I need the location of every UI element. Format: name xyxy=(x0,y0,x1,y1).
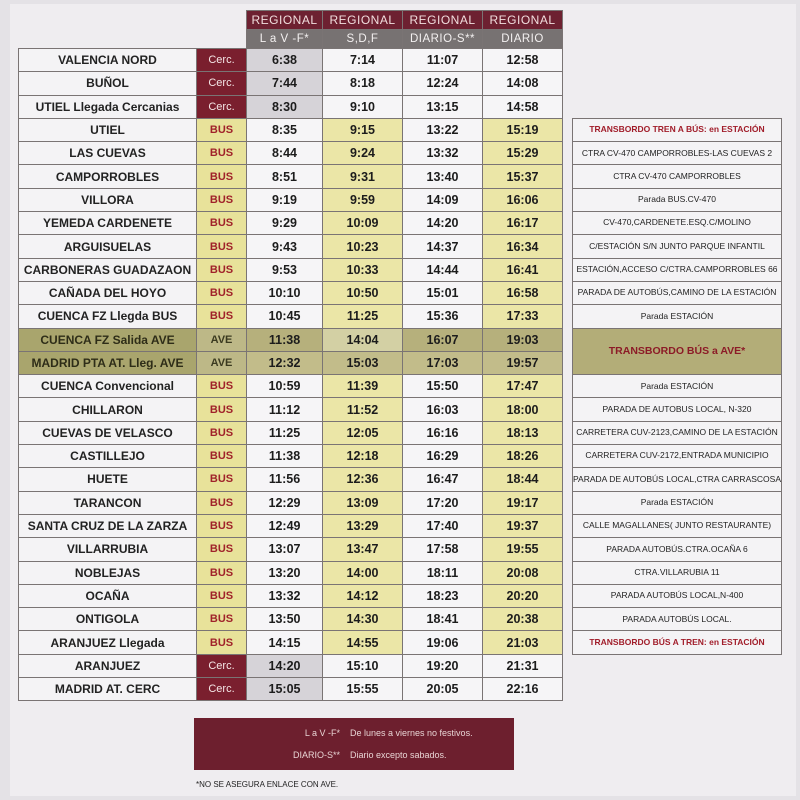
departure-time: 18:00 xyxy=(483,398,563,421)
service-type: BUS xyxy=(197,188,247,211)
stop-location-note: Parada ESTACIÓN xyxy=(573,305,782,328)
station-name: CARBONERAS GUADAZAON xyxy=(19,258,197,281)
stop-location-note: PARADA DE AUTOBÚS LOCAL,CTRA CARRASCOSA xyxy=(573,468,782,491)
column-gap xyxy=(563,165,573,188)
departure-time: 13:07 xyxy=(247,538,323,561)
table-row xyxy=(19,72,782,95)
column-gap xyxy=(563,538,573,561)
departure-time: 15:55 xyxy=(323,678,403,701)
column-gap xyxy=(563,49,573,72)
stop-location-note: CALLE MAGALLANES( JUNTO RESTAURANTE) xyxy=(573,514,782,537)
departure-time: 12:05 xyxy=(323,421,403,444)
departure-time: 19:37 xyxy=(483,514,563,537)
legend-line xyxy=(222,750,447,760)
departure-time: 13:50 xyxy=(247,608,323,631)
departure-time: 9:43 xyxy=(247,235,323,258)
departure-time: 12:18 xyxy=(323,445,403,468)
table-row xyxy=(19,678,782,701)
station-name: OCAÑA xyxy=(19,584,197,607)
departure-time: 16:34 xyxy=(483,235,563,258)
departure-time: 14:04 xyxy=(323,328,403,351)
departure-time: 11:38 xyxy=(247,328,323,351)
station-name: CHILLARON xyxy=(19,398,197,421)
departure-time: 15:05 xyxy=(247,678,323,701)
header-days: L a V -F* xyxy=(247,30,323,49)
departure-time: 8:18 xyxy=(323,72,403,95)
column-gap xyxy=(563,235,573,258)
service-type: BUS xyxy=(197,631,247,654)
station-name: UTIEL Llegada Cercanias xyxy=(19,95,197,118)
table-row xyxy=(19,468,782,491)
departure-time: 6:38 xyxy=(247,49,323,72)
table-row xyxy=(19,561,782,584)
departure-time: 14:09 xyxy=(403,188,483,211)
column-gap xyxy=(563,678,573,701)
header-service: REGIONAL xyxy=(483,11,563,30)
departure-time: 10:09 xyxy=(323,212,403,235)
table-row xyxy=(19,328,782,351)
stop-location-note: Parada ESTACIÓN xyxy=(573,375,782,398)
station-name: CAÑADA DEL HOYO xyxy=(19,281,197,304)
table-row xyxy=(19,514,782,537)
note-spacer xyxy=(573,72,782,95)
departure-time: 16:03 xyxy=(403,398,483,421)
column-gap xyxy=(563,491,573,514)
header-days: DIARIO xyxy=(483,30,563,49)
departure-time: 19:55 xyxy=(483,538,563,561)
departure-time: 8:51 xyxy=(247,165,323,188)
header-spacer xyxy=(197,30,247,49)
departure-time: 14:00 xyxy=(323,561,403,584)
column-gap xyxy=(563,212,573,235)
service-type: BUS xyxy=(197,258,247,281)
station-name: LAS CUEVAS xyxy=(19,142,197,165)
departure-time: 9:59 xyxy=(323,188,403,211)
column-gap xyxy=(563,188,573,211)
timetable-sheet xyxy=(10,4,796,796)
column-gap xyxy=(563,445,573,468)
station-name: ARGUISUELAS xyxy=(19,235,197,258)
service-type: BUS xyxy=(197,142,247,165)
departure-time: 15:01 xyxy=(403,281,483,304)
departure-time: 19:03 xyxy=(483,328,563,351)
stop-location-note: CTRA CV-470 CAMPORROBLES-LAS CUEVAS 2 xyxy=(573,142,782,165)
column-gap xyxy=(563,468,573,491)
departure-time: 17:47 xyxy=(483,375,563,398)
station-name: TARANCON xyxy=(19,491,197,514)
departure-time: 17:20 xyxy=(403,491,483,514)
departure-time: 18:23 xyxy=(403,584,483,607)
header-spacer xyxy=(19,30,197,49)
departure-time: 19:06 xyxy=(403,631,483,654)
departure-time: 16:16 xyxy=(403,421,483,444)
departure-time: 19:20 xyxy=(403,654,483,677)
table-row xyxy=(19,235,782,258)
station-name: ONTIGOLA xyxy=(19,608,197,631)
table-row xyxy=(19,398,782,421)
departure-time: 7:14 xyxy=(323,49,403,72)
table-row xyxy=(19,584,782,607)
column-gap xyxy=(563,561,573,584)
stop-location-note: TRANSBORDO TREN A BÚS: en ESTACIÓN xyxy=(573,118,782,141)
station-name: UTIEL xyxy=(19,118,197,141)
table-row xyxy=(19,212,782,235)
column-gap xyxy=(563,305,573,328)
service-type: Cerc. xyxy=(197,49,247,72)
departure-time: 14:44 xyxy=(403,258,483,281)
column-gap xyxy=(563,328,573,351)
departure-time: 11:25 xyxy=(323,305,403,328)
table-row xyxy=(19,654,782,677)
service-type: Cerc. xyxy=(197,678,247,701)
departure-time: 9:31 xyxy=(323,165,403,188)
departure-time: 15:50 xyxy=(403,375,483,398)
departure-time: 21:31 xyxy=(483,654,563,677)
service-type: BUS xyxy=(197,608,247,631)
table-row xyxy=(19,491,782,514)
service-type: BUS xyxy=(197,281,247,304)
legend-box xyxy=(194,718,514,770)
departure-time: 16:29 xyxy=(403,445,483,468)
service-type: BUS xyxy=(197,235,247,258)
service-type: BUS xyxy=(197,421,247,444)
departure-time: 15:36 xyxy=(403,305,483,328)
departure-time: 9:10 xyxy=(323,95,403,118)
departure-time: 16:17 xyxy=(483,212,563,235)
header-spacer xyxy=(19,11,197,30)
header-row-days xyxy=(19,30,782,49)
header-service: REGIONAL xyxy=(247,11,323,30)
table-row xyxy=(19,49,782,72)
column-gap xyxy=(563,514,573,537)
stop-location-note: TRANSBORDO BÚS A TREN: en ESTACIÓN xyxy=(573,631,782,654)
departure-time: 15:03 xyxy=(323,351,403,374)
departure-time: 13:15 xyxy=(403,95,483,118)
service-type: BUS xyxy=(197,375,247,398)
departure-time: 17:58 xyxy=(403,538,483,561)
departure-time: 8:44 xyxy=(247,142,323,165)
departure-time: 13:32 xyxy=(403,142,483,165)
table-row xyxy=(19,375,782,398)
footnote: *NO SE ASEGURA ENLACE CON AVE. xyxy=(196,780,339,789)
departure-time: 16:47 xyxy=(403,468,483,491)
legend-text: De lunes a viernes no festivos. xyxy=(350,728,473,738)
column-gap xyxy=(563,118,573,141)
station-name: CUENCA Convencional xyxy=(19,375,197,398)
departure-time: 13:29 xyxy=(323,514,403,537)
service-type: BUS xyxy=(197,514,247,537)
departure-time: 20:05 xyxy=(403,678,483,701)
departure-time: 19:17 xyxy=(483,491,563,514)
departure-time: 15:29 xyxy=(483,142,563,165)
column-gap xyxy=(563,258,573,281)
departure-time: 16:07 xyxy=(403,328,483,351)
stop-location-note: PARADA DE AUTOBÚS,CAMINO DE LA ESTACIÓN xyxy=(573,281,782,304)
station-name: NOBLEJAS xyxy=(19,561,197,584)
departure-time: 9:24 xyxy=(323,142,403,165)
departure-time: 18:13 xyxy=(483,421,563,444)
service-type: BUS xyxy=(197,212,247,235)
departure-time: 14:30 xyxy=(323,608,403,631)
stop-location-note: CARRETERA CUV-2172,ENTRADA MUNICIPIO xyxy=(573,445,782,468)
stop-location-note: PARADA AUTOBÚS LOCAL. xyxy=(573,608,782,631)
departure-time: 14:20 xyxy=(403,212,483,235)
header-days: S,D,F xyxy=(323,30,403,49)
departure-time: 11:39 xyxy=(323,375,403,398)
note-spacer xyxy=(573,654,782,677)
table-row xyxy=(19,95,782,118)
departure-time: 18:26 xyxy=(483,445,563,468)
departure-time: 8:30 xyxy=(247,95,323,118)
departure-time: 7:44 xyxy=(247,72,323,95)
departure-time: 10:59 xyxy=(247,375,323,398)
column-gap xyxy=(563,421,573,444)
table-row xyxy=(19,445,782,468)
column-gap xyxy=(563,281,573,304)
departure-time: 16:06 xyxy=(483,188,563,211)
departure-time: 13:40 xyxy=(403,165,483,188)
departure-time: 12:58 xyxy=(483,49,563,72)
stop-location-note: CARRETERA CUV-2123,CAMINO DE LA ESTACIÓN xyxy=(573,421,782,444)
stop-location-note: C/ESTACIÓN S/N JUNTO PARQUE INFANTIL xyxy=(573,235,782,258)
timetable xyxy=(18,10,782,701)
station-name: BUÑOL xyxy=(19,72,197,95)
table-row xyxy=(19,538,782,561)
departure-time: 15:37 xyxy=(483,165,563,188)
departure-time: 17:03 xyxy=(403,351,483,374)
table-row xyxy=(19,608,782,631)
station-name: CASTILLEJO xyxy=(19,445,197,468)
departure-time: 19:57 xyxy=(483,351,563,374)
departure-time: 14:58 xyxy=(483,95,563,118)
service-type: BUS xyxy=(197,445,247,468)
service-type: BUS xyxy=(197,165,247,188)
header-days: DIARIO-S** xyxy=(403,30,483,49)
legend-key: DIARIO-S** xyxy=(292,750,340,760)
legend-text: Diario excepto sabados. xyxy=(350,750,447,760)
stop-location-note: CTRA.VILLARUBIA 11 xyxy=(573,561,782,584)
departure-time: 14:12 xyxy=(323,584,403,607)
table-row xyxy=(19,281,782,304)
station-name: CAMPORROBLES xyxy=(19,165,197,188)
table-row xyxy=(19,188,782,211)
station-name: HUETE xyxy=(19,468,197,491)
service-type: BUS xyxy=(197,398,247,421)
departure-time: 11:12 xyxy=(247,398,323,421)
service-type: BUS xyxy=(197,538,247,561)
column-gap xyxy=(563,631,573,654)
departure-time: 9:53 xyxy=(247,258,323,281)
departure-time: 13:47 xyxy=(323,538,403,561)
table-row xyxy=(19,118,782,141)
departure-time: 15:10 xyxy=(323,654,403,677)
column-gap xyxy=(563,375,573,398)
departure-time: 12:29 xyxy=(247,491,323,514)
table-row xyxy=(19,142,782,165)
departure-time: 20:20 xyxy=(483,584,563,607)
departure-time: 17:40 xyxy=(403,514,483,537)
column-gap xyxy=(563,584,573,607)
service-type: Cerc. xyxy=(197,95,247,118)
departure-time: 8:35 xyxy=(247,118,323,141)
column-gap xyxy=(563,72,573,95)
stop-location-note: CV-470,CARDENETE.ESQ.C/MOLINO xyxy=(573,212,782,235)
station-name: ARANJUEZ xyxy=(19,654,197,677)
service-type: Cerc. xyxy=(197,72,247,95)
departure-time: 10:45 xyxy=(247,305,323,328)
stop-location-note: Parada BUS.CV-470 xyxy=(573,188,782,211)
table-row xyxy=(19,305,782,328)
header-spacer xyxy=(573,30,782,49)
departure-time: 9:19 xyxy=(247,188,323,211)
timetable-body xyxy=(19,11,782,701)
departure-time: 20:38 xyxy=(483,608,563,631)
departure-time: 11:56 xyxy=(247,468,323,491)
header-spacer xyxy=(563,30,573,49)
service-type: BUS xyxy=(197,491,247,514)
header-service: REGIONAL xyxy=(323,11,403,30)
station-name: ARANJUEZ Llegada xyxy=(19,631,197,654)
service-type: BUS xyxy=(197,584,247,607)
station-name: CUENCA FZ Llegda BUS xyxy=(19,305,197,328)
station-name: MADRID AT. CERC xyxy=(19,678,197,701)
station-name: CUENCA FZ Salida AVE xyxy=(19,328,197,351)
station-name: VILLARRUBIA xyxy=(19,538,197,561)
column-gap xyxy=(563,95,573,118)
departure-time: 14:55 xyxy=(323,631,403,654)
table-row xyxy=(19,165,782,188)
departure-time: 12:32 xyxy=(247,351,323,374)
departure-time: 13:09 xyxy=(323,491,403,514)
departure-time: 16:41 xyxy=(483,258,563,281)
departure-time: 11:38 xyxy=(247,445,323,468)
departure-time: 14:20 xyxy=(247,654,323,677)
column-gap xyxy=(563,654,573,677)
header-spacer xyxy=(563,11,573,30)
departure-time: 18:41 xyxy=(403,608,483,631)
station-name: MADRID PTA AT. Lleg. AVE xyxy=(19,351,197,374)
service-type: Cerc. xyxy=(197,654,247,677)
note-spacer xyxy=(573,49,782,72)
stop-location-note: ESTACIÓN,ACCESO C/CTRA.CAMPORROBLES 66 xyxy=(573,258,782,281)
header-row-service xyxy=(19,11,782,30)
departure-time: 10:33 xyxy=(323,258,403,281)
station-name: SANTA CRUZ DE LA ZARZA xyxy=(19,514,197,537)
departure-time: 14:08 xyxy=(483,72,563,95)
transfer-note: TRANSBORDO BÚS a AVE* xyxy=(573,328,782,375)
departure-time: 22:16 xyxy=(483,678,563,701)
service-type: AVE xyxy=(197,351,247,374)
departure-time: 17:33 xyxy=(483,305,563,328)
header-spacer xyxy=(573,11,782,30)
header-spacer xyxy=(197,11,247,30)
stop-location-note: CTRA CV-470 CAMPORROBLES xyxy=(573,165,782,188)
departure-time: 14:37 xyxy=(403,235,483,258)
table-row xyxy=(19,258,782,281)
departure-time: 12:36 xyxy=(323,468,403,491)
stop-location-note: Parada ESTACIÓN xyxy=(573,491,782,514)
stop-location-note: PARADA AUTOBÚS.CTRA.OCAÑA 6 xyxy=(573,538,782,561)
station-name: CUEVAS DE VELASCO xyxy=(19,421,197,444)
departure-time: 10:50 xyxy=(323,281,403,304)
legend-key: L a V -F* xyxy=(304,728,340,738)
departure-time: 10:23 xyxy=(323,235,403,258)
column-gap xyxy=(563,351,573,374)
stop-location-note: PARADA DE AUTOBUS LOCAL, N-320 xyxy=(573,398,782,421)
station-name: VILLORA xyxy=(19,188,197,211)
service-type: BUS xyxy=(197,305,247,328)
departure-time: 13:22 xyxy=(403,118,483,141)
column-gap xyxy=(563,398,573,421)
departure-time: 18:44 xyxy=(483,468,563,491)
service-type: BUS xyxy=(197,561,247,584)
legend-line xyxy=(222,728,473,738)
departure-time: 11:07 xyxy=(403,49,483,72)
stop-location-note: PARADA AUTOBÚS LOCAL,N-400 xyxy=(573,584,782,607)
table-row xyxy=(19,631,782,654)
departure-time: 20:08 xyxy=(483,561,563,584)
station-name: YEMEDA CARDENETE xyxy=(19,212,197,235)
departure-time: 11:52 xyxy=(323,398,403,421)
departure-time: 9:29 xyxy=(247,212,323,235)
service-type: AVE xyxy=(197,328,247,351)
note-spacer xyxy=(573,678,782,701)
departure-time: 11:25 xyxy=(247,421,323,444)
service-type: BUS xyxy=(197,118,247,141)
departure-time: 12:49 xyxy=(247,514,323,537)
departure-time: 18:11 xyxy=(403,561,483,584)
departure-time: 13:20 xyxy=(247,561,323,584)
departure-time: 9:15 xyxy=(323,118,403,141)
departure-time: 10:10 xyxy=(247,281,323,304)
departure-time: 13:32 xyxy=(247,584,323,607)
column-gap xyxy=(563,608,573,631)
departure-time: 14:15 xyxy=(247,631,323,654)
departure-time: 12:24 xyxy=(403,72,483,95)
departure-time: 16:58 xyxy=(483,281,563,304)
note-spacer xyxy=(573,95,782,118)
service-type: BUS xyxy=(197,468,247,491)
departure-time: 15:19 xyxy=(483,118,563,141)
station-name: VALENCIA NORD xyxy=(19,49,197,72)
table-row xyxy=(19,421,782,444)
column-gap xyxy=(563,142,573,165)
departure-time: 21:03 xyxy=(483,631,563,654)
header-service: REGIONAL xyxy=(403,11,483,30)
